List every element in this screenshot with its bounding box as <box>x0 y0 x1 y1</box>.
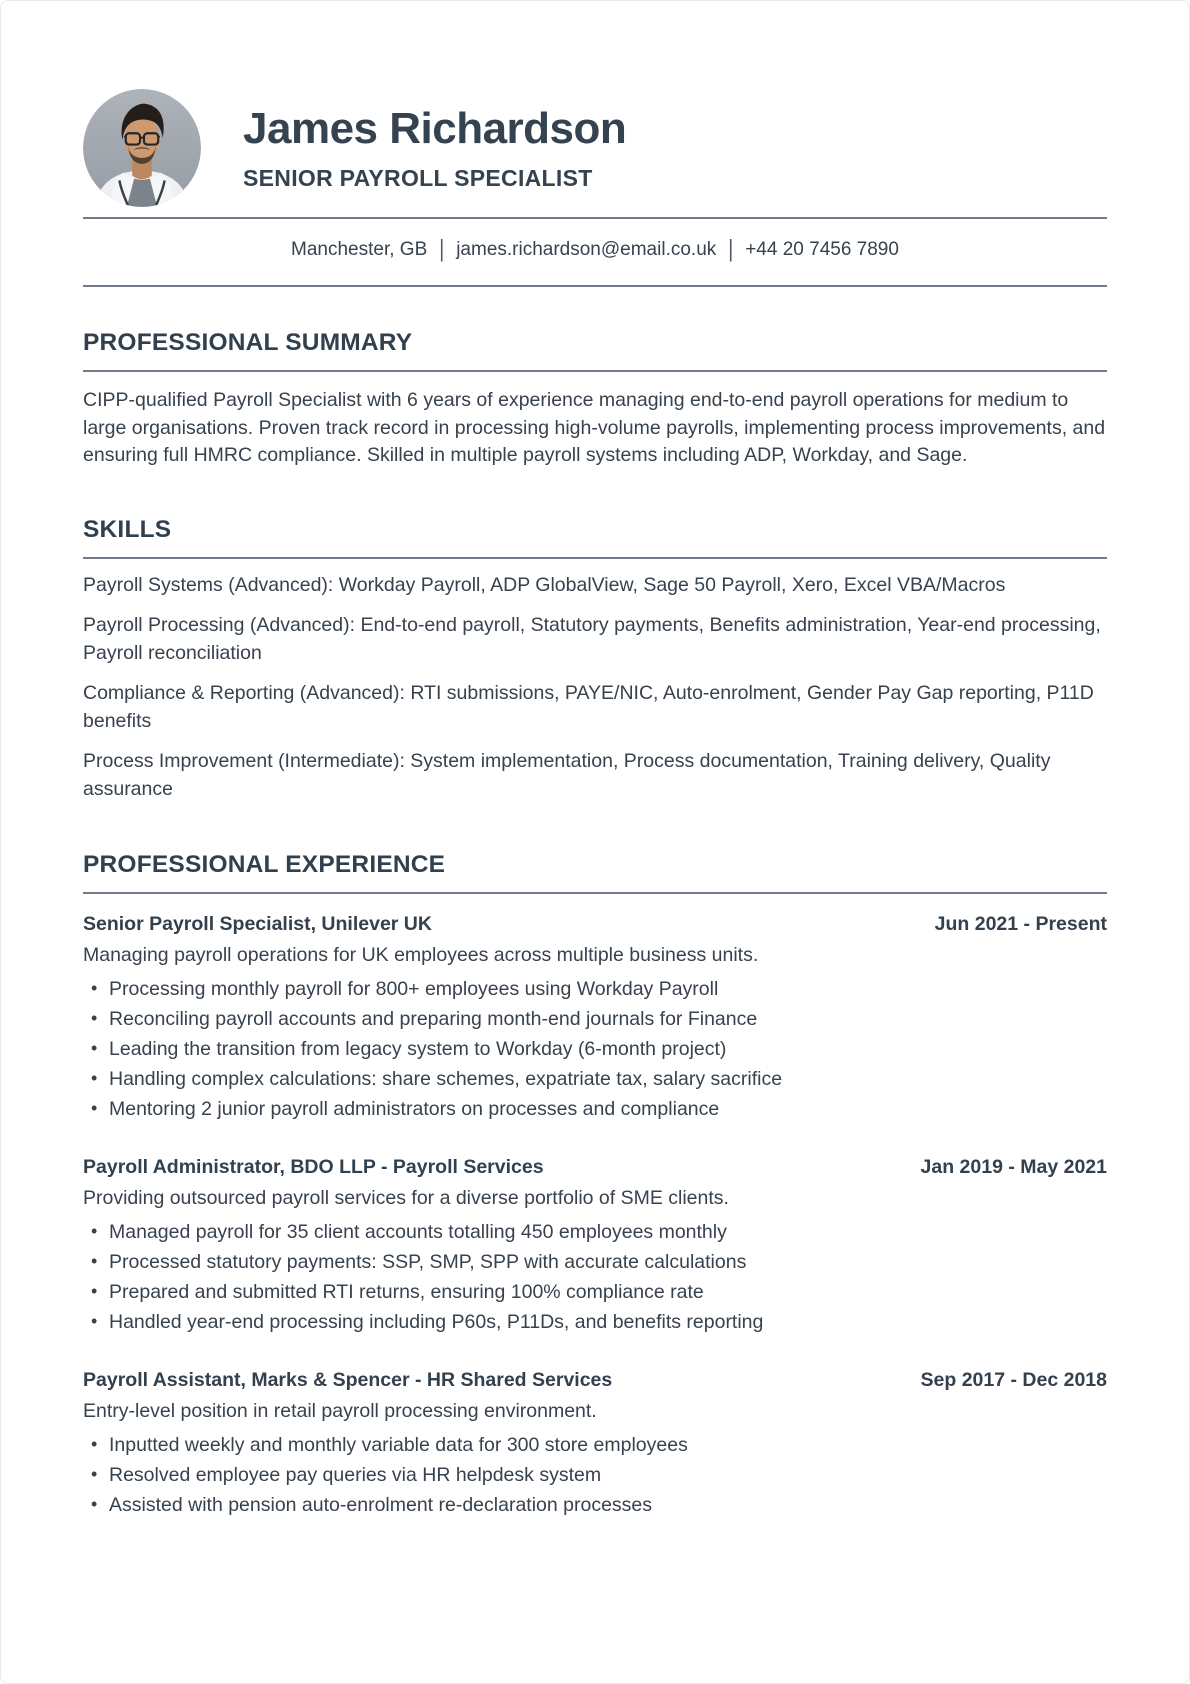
skills-list <box>83 571 1107 803</box>
job-header <box>83 1366 1107 1394</box>
skill-item: Compliance & Reporting (Advanced): RTI submissions, PAYE/NIC, Auto-enrolment, Gender Pay Gap reporting, P11D benefits <box>83 681 1094 732</box>
bullet-item: • Leading the transition from legacy system to Workday (6-month project) <box>83 1035 1107 1063</box>
job-bullet-list <box>83 1431 1107 1519</box>
contact-separator: | <box>439 236 445 263</box>
job-entry <box>83 1153 1107 1336</box>
summary-heading: PROFESSIONAL SUMMARY <box>83 329 1107 372</box>
bullet-item: • Reconciling payroll accounts and preparing month-end journals for Finance <box>83 1005 1107 1033</box>
job-title: Payroll Administrator, BDO LLP - Payroll Services <box>83 1155 544 1178</box>
contact-bar <box>83 217 1107 287</box>
bullet-item: • Processing monthly payroll for 800+ employees using Workday Payroll <box>83 975 1107 1003</box>
job-description: Entry-level position in retail payroll processing environment. <box>83 1399 597 1422</box>
contact-location: Manchester, GB <box>291 239 428 260</box>
bullet-item: • Handling complex calculations: share schemes, expatriate tax, salary sacrifice <box>83 1065 1107 1093</box>
skill-item: Payroll Systems (Advanced): Workday Payroll, ADP GlobalView, Sage 50 Payroll, Xero, Excel VBA/Macros <box>83 573 1006 596</box>
job-dates: Sep 2017 - Dec 2018 <box>920 1368 1107 1391</box>
bullet-item: • Prepared and submitted RTI returns, ensuring 100% compliance rate <box>83 1278 1107 1306</box>
job-header <box>83 1153 1107 1181</box>
contact-email: james.richardson@email.co.uk <box>456 239 717 260</box>
job-bullet-list <box>83 1218 1107 1336</box>
section-professional-experience <box>83 851 1107 1519</box>
job-description: Providing outsourced payroll services for a diverse portfolio of SME clients. <box>83 1186 729 1209</box>
skill-item: Payroll Processing (Advanced): End-to-end payroll, Statutory payments, Benefits administration, Year-end processing, Payroll reconciliation <box>83 613 1101 664</box>
job-header <box>83 910 1107 938</box>
contact-separator: | <box>728 236 734 263</box>
job-entry <box>83 910 1107 1123</box>
bullet-item: • Managed payroll for 35 client accounts totalling 450 employees monthly <box>83 1218 1107 1246</box>
skills-heading: SKILLS <box>83 516 1107 559</box>
job-title: Senior Payroll Specialist, Unilever UK <box>83 912 432 935</box>
job-dates: Jan 2019 - May 2021 <box>920 1155 1107 1178</box>
job-bullet-list <box>83 975 1107 1123</box>
bullet-item: • Inputted weekly and monthly variable data for 300 store employees <box>83 1431 1107 1459</box>
bullet-item: • Assisted with pension auto-enrolment re-declaration processes <box>83 1491 1107 1519</box>
skill-item: Process Improvement (Intermediate): System implementation, Process documentation, Training delivery, Quality assurance <box>83 749 1051 800</box>
experience-heading: PROFESSIONAL EXPERIENCE <box>83 851 1107 894</box>
portrait-man-glasses-icon <box>83 89 201 207</box>
job-description: Managing payroll operations for UK employees across multiple business units. <box>83 943 759 966</box>
section-skills <box>83 516 1107 803</box>
bullet-item: • Resolved employee pay queries via HR helpdesk system <box>83 1461 1107 1489</box>
candidate-name: James Richardson <box>243 104 627 154</box>
section-professional-summary <box>83 329 1107 470</box>
job-title: Payroll Assistant, Marks & Spencer - HR Shared Services <box>83 1368 613 1391</box>
bullet-item: • Processed statutory payments: SSP, SMP, SPP with accurate calculations <box>83 1248 1107 1276</box>
job-dates: Jun 2021 - Present <box>934 912 1107 935</box>
candidate-job-title: SENIOR PAYROLL SPECIALIST <box>243 164 593 191</box>
header-text <box>243 104 626 192</box>
contact-phone: +44 20 7456 7890 <box>745 239 899 260</box>
resume-header <box>83 89 1107 207</box>
summary-text: CIPP-qualified Payroll Specialist with 6 years of experience managing end-to-end payroll operations for medium to large organisations. Proven track record in processing high-volume payrolls, implementing process improvements, and ensuring full HMRC compliance. Skilled in multiple payroll systems including ADP, Workday, and Sage. <box>83 389 1106 466</box>
job-entry <box>83 1366 1107 1519</box>
bullet-item: • Handled year-end processing including P60s, P11Ds, and benefits reporting <box>83 1308 1107 1336</box>
profile-photo <box>83 89 201 207</box>
bullet-item: • Mentoring 2 junior payroll administrators on processes and compliance <box>83 1095 1107 1123</box>
